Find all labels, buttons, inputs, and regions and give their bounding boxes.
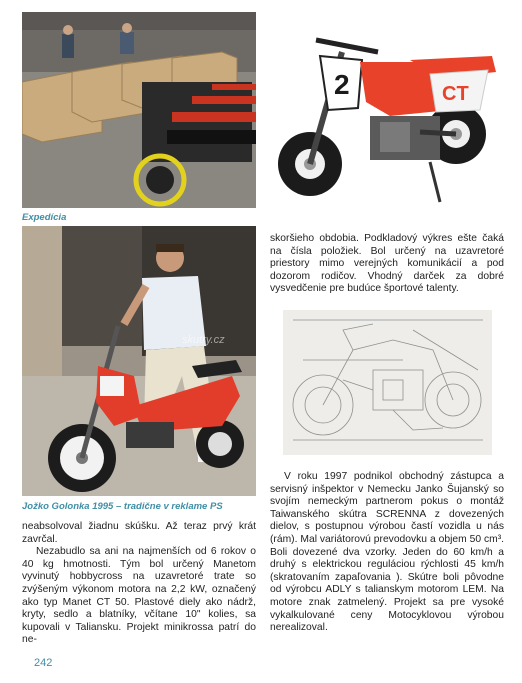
right-column-top-text (270, 233, 504, 296)
expedition-caption: Expedícia (22, 212, 67, 223)
plate-number: 2 (334, 69, 350, 100)
left-column-text (22, 521, 256, 647)
minicross-bike-photo (270, 12, 504, 220)
paragraph: V roku 1997 podnikol obchodný zástupca a servisný inšpektor v Nemecku Janko Šujanský so svojím nemeckým partnerom pokus o montáž Taiwanského skútra SCRENNA z dovezených dielov, s postupnou výrobou častí vozidla u nás (rám). Mal variátorovú prevodovku a objem 50 cm³. Boli dovezené dva vzorky. Jeden do 60 km/h a druhý s elektrickou reguláciou rýchlosti 45 km/h (skratovaním zapaľovania ). Skútre boli pôvodne od výrobcu ADLY s talianskym motorom LEM. Na motore znak zatmelený. Projekt sa pre vysoké vykalkulované ceny Motocyklovou výrobou nerealizoval. (270, 471, 504, 634)
technical-drawing (283, 310, 492, 455)
watermark: skutry.cz (182, 334, 225, 346)
golonka-moped-photo (22, 226, 256, 496)
expedition-photo (22, 12, 256, 208)
tank-text: CT (442, 83, 469, 105)
page-number: 242 (34, 657, 53, 669)
right-column-bottom-text (270, 471, 504, 635)
paragraph: Nezabudlo sa ani na najmenších od 6 rokov o 40 kg hmotnosti. Tým bol určený Manetom vyvinutý hobbycross na uzavretoré trate so zvýšeným výkonom motora na 2,2 kW, označený ako typ Manet CT 50. Plastové diely ako nádrž, kryty, sedlo a blatníky, včítane 10" kolies, sa kupovali v Taliansku. Projekt minikrossa patrí do ne- (22, 546, 256, 646)
paragraph: skoršieho obdobia. Podkladový výkres ešte čaká na čísla položiek. Bol určený na uzavretoré priestory mimo verejných komunikácií a pod dozorom rodičov. Vhodný darček za dobré vysvedčenie pre budúce športové talenty. (270, 233, 504, 295)
paragraph: neabsolvoval žiadnu skúšku. Až teraz prvý krát zavrčal. (22, 521, 256, 545)
golonka-caption: Jožko Golonka 1995 – tradične v reklame PS (22, 501, 223, 512)
